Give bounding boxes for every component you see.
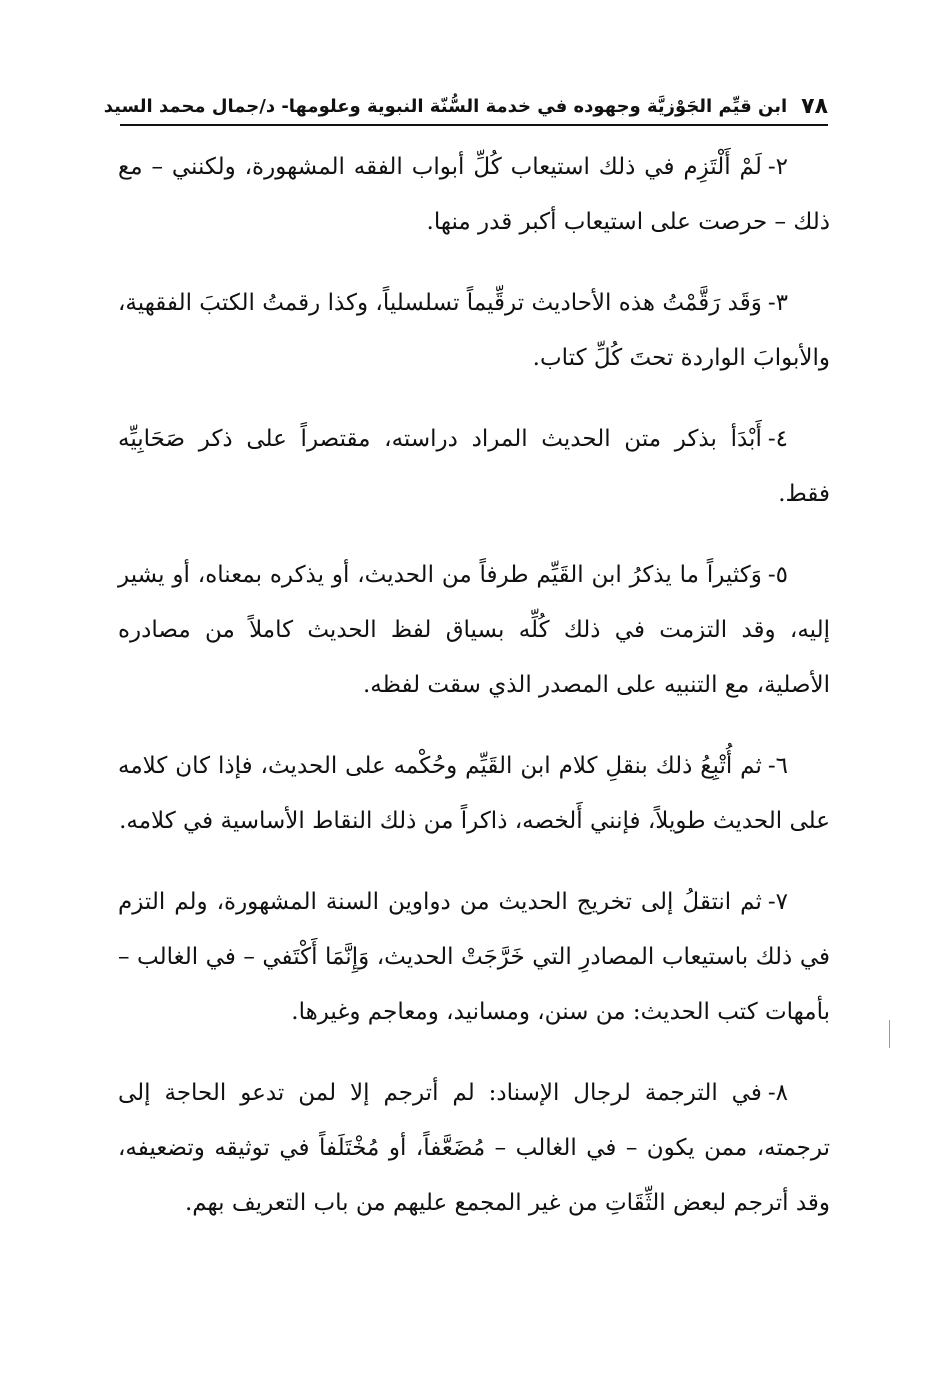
item-text: وَقَد رَقَّمْتُ هذه الأحاديث ترقِّيماً تسلسلياً، وكذا رقمتُ الكتبَ الفقهية، والأبوابَ الواردة تحتَ كُلِّ كتاب. [118, 290, 830, 371]
item-number: ٥- [767, 562, 788, 588]
list-item [118, 1066, 830, 1231]
item-text: ثم انتقلُ إلى تخريج الحديث من دواوين السنة المشهورة، ولم التزم في ذلك باستيعاب المصادرِ التي خَرَّجَتْ الحديث، وَإِنَّمَا أَكْتَفي – في الغالب – بأمهات كتب الحديث: من سنن، ومسانيد، ومعاجم وغيرها. [118, 889, 830, 1025]
list-item [118, 875, 830, 1040]
item-number: ٣- [767, 290, 788, 316]
list-item [118, 548, 830, 713]
margin-mark [889, 1020, 890, 1048]
item-number: ٨- [767, 1080, 788, 1106]
list-item [118, 140, 830, 250]
running-header [103, 88, 828, 126]
item-text: وَكثيراً ما يذكرُ ابن القَيِّم طرفاً من الحديث، أو يذكره بمعناه، أو يشير إليه، وقد التزمت في ذلك كُلِّه بسياق لفظ الحديث كاملاً من مصادره الأصلية، مع التنبيه على المصدر الذي سقت لفظه. [118, 562, 830, 698]
item-number: ٧- [767, 889, 788, 915]
header-title: ابن قيِّم الجَوْزيَّة وجهوده في خدمة السُّنّة النبوية وعلومها- د/جمال محمد السيد [103, 95, 788, 117]
item-text: ثم أُتْبِعُ ذلك بنقلِ كلام ابن القَيِّم وحُكْمه على الحديث، فإذا كان كلامه على الحديث طويلاً، فإنني أَلخصه، ذاكراً من ذلك النقاط الأساسية في كلامه. [118, 753, 830, 834]
body-text [118, 140, 830, 1257]
item-number: ٤- [767, 426, 788, 452]
item-text: أَبْدَأ بذكر متن الحديث المراد دراسته، مقتصراً على ذكر صَحَابِيِّه فقط. [118, 426, 830, 507]
item-text: لَمْ أَلْتَزِم في ذلك استيعاب كُلِّ أبواب الفقه المشهورة، ولكنني – مع ذلك – حرصت على استيعاب أكبر قدر منها. [118, 154, 830, 235]
item-number: ٢- [767, 154, 789, 180]
list-item [118, 412, 830, 522]
item-number: ٦- [767, 753, 788, 779]
list-item [118, 739, 830, 849]
page-number: ٧٨ [801, 93, 828, 119]
item-text: في الترجمة لرجال الإسناد: لم أترجم إلا لمن تدعو الحاجة إلى ترجمته، ممن يكون – في الغالب – مُضَعَّفاً، أو مُخْتَلَفاً في توثيقه وتضعيفه، وقد أترجم لبعض الثِّقَاتِ من غير المجمع عليهم من باب التعريف بهم. [118, 1080, 830, 1216]
list-item [118, 276, 830, 386]
